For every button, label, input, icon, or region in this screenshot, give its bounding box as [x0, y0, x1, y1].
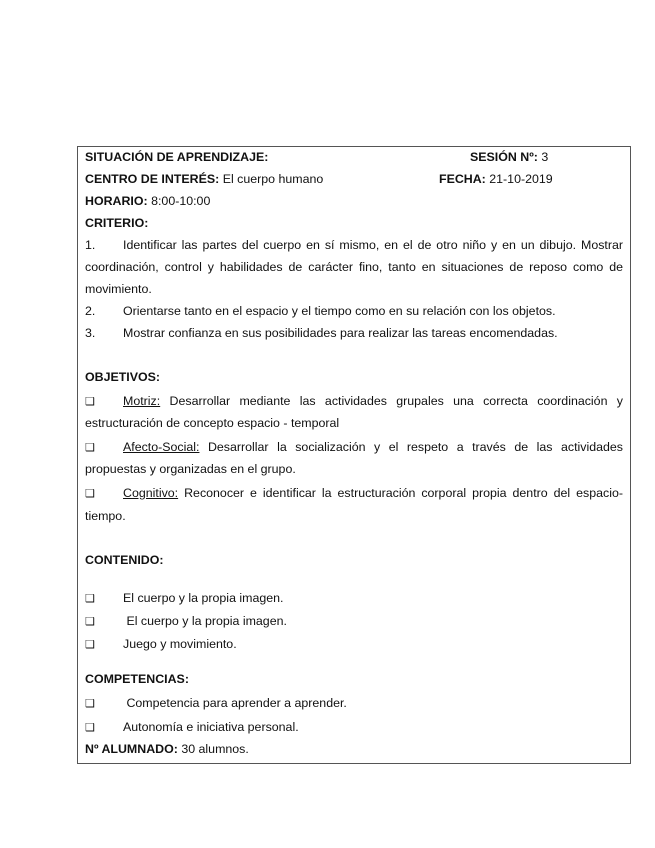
criterio-item-2	[85, 300, 623, 322]
objetivo-text: Desarrollar mediante las actividades grupales una correcta coordinación y	[169, 394, 623, 408]
objetivo-item-motriz	[85, 390, 623, 413]
sesion-value: 3	[541, 150, 549, 164]
objetivo-text: Desarrollar la socialización y el respeto a través de las actividades	[207, 440, 623, 454]
objetivo-text: Reconocer e identificar la estructuración corporal propia dentro del espacio-	[184, 486, 624, 500]
criterio-item-number: 3.	[85, 326, 96, 340]
competencias-title: COMPETENCIAS:	[85, 672, 189, 686]
criterio-item-1-cont: coordinación, control y habilidades de carácter fino, tanto en situaciones de reposo como de	[85, 260, 623, 274]
objetivo-item-afecto-social-cont: propuestas y organizadas en el grupo.	[85, 462, 296, 476]
sesion-label: SESIÓN Nº:	[470, 150, 538, 164]
contenido-item-text: Juego y movimiento.	[123, 637, 237, 651]
criterio-item-3	[85, 322, 623, 344]
sesion-field	[470, 146, 548, 168]
objetivo-item-cognitivo-cont: tiempo.	[85, 509, 126, 523]
contenido-item	[85, 610, 623, 633]
contenido-item	[85, 587, 623, 610]
contenido-item-text: El cuerpo y la propia imagen.	[123, 614, 287, 628]
situacion-label: SITUACIÓN DE APRENDIZAJE:	[85, 150, 269, 164]
competencia-item-text: Autonomía e iniciativa personal.	[123, 720, 299, 734]
checkbox-icon: ❑	[85, 488, 95, 500]
checkbox-icon: ❑	[85, 396, 95, 408]
objetivo-item-motriz-cont: estructuración de concepto espacio - temporal	[85, 416, 340, 430]
session-plan-box	[77, 146, 631, 764]
checkbox-icon: ❑	[85, 616, 95, 628]
checkbox-icon: ❑	[85, 593, 95, 605]
centro-value: El cuerpo humano	[222, 172, 324, 186]
alumnado-label: Nº ALUMNADO:	[85, 742, 178, 756]
fecha-value: 21-10-2019	[489, 172, 553, 186]
alumnado-value: 30 alumnos.	[181, 742, 249, 756]
competencia-item	[85, 692, 623, 715]
criterio-item-text: Orientarse tanto en el espacio y el tiempo como en su relación con los objetos.	[123, 304, 556, 318]
checkbox-icon: ❑	[85, 722, 95, 734]
objetivo-label: Cognitivo:	[123, 486, 179, 500]
checkbox-icon: ❑	[85, 442, 95, 454]
competencia-item	[85, 716, 623, 739]
horario-value: 8:00-10:00	[151, 194, 211, 208]
objetivo-label: Motriz:	[123, 394, 161, 408]
fecha-field	[439, 168, 553, 190]
objetivos-title: OBJETIVOS:	[85, 370, 161, 384]
horario-label: HORARIO:	[85, 194, 148, 208]
contenido-item-text: El cuerpo y la propia imagen.	[123, 591, 284, 605]
checkbox-icon: ❑	[85, 698, 95, 710]
checkbox-icon: ❑	[85, 639, 95, 651]
criterio-item-1-end: movimiento.	[85, 282, 152, 296]
alumnado-field	[85, 738, 623, 760]
fecha-label: FECHA:	[439, 172, 486, 186]
contenido-title: CONTENIDO:	[85, 553, 164, 567]
objetivo-item-afecto-social	[85, 436, 623, 459]
criterio-item-number: 2.	[85, 304, 96, 318]
competencia-item-text: Competencia para aprender a aprender.	[123, 696, 347, 710]
objetivo-label: Afecto-Social:	[123, 440, 200, 454]
objetivo-item-cognitivo	[85, 482, 623, 505]
horario-field	[85, 190, 623, 212]
criterio-item-1	[85, 234, 623, 256]
centro-label: CENTRO DE INTERÉS:	[85, 172, 220, 186]
criterio-item-text: Identificar las partes del cuerpo en sí mismo, en el de otro niño y en un dibujo. Mostrar	[123, 238, 623, 252]
criterio-item-number: 1.	[85, 238, 96, 252]
contenido-item	[85, 633, 623, 656]
criterio-item-text: Mostrar confianza en sus posibilidades para realizar las tareas encomendadas.	[123, 326, 558, 340]
criterio-title: CRITERIO:	[85, 216, 149, 230]
